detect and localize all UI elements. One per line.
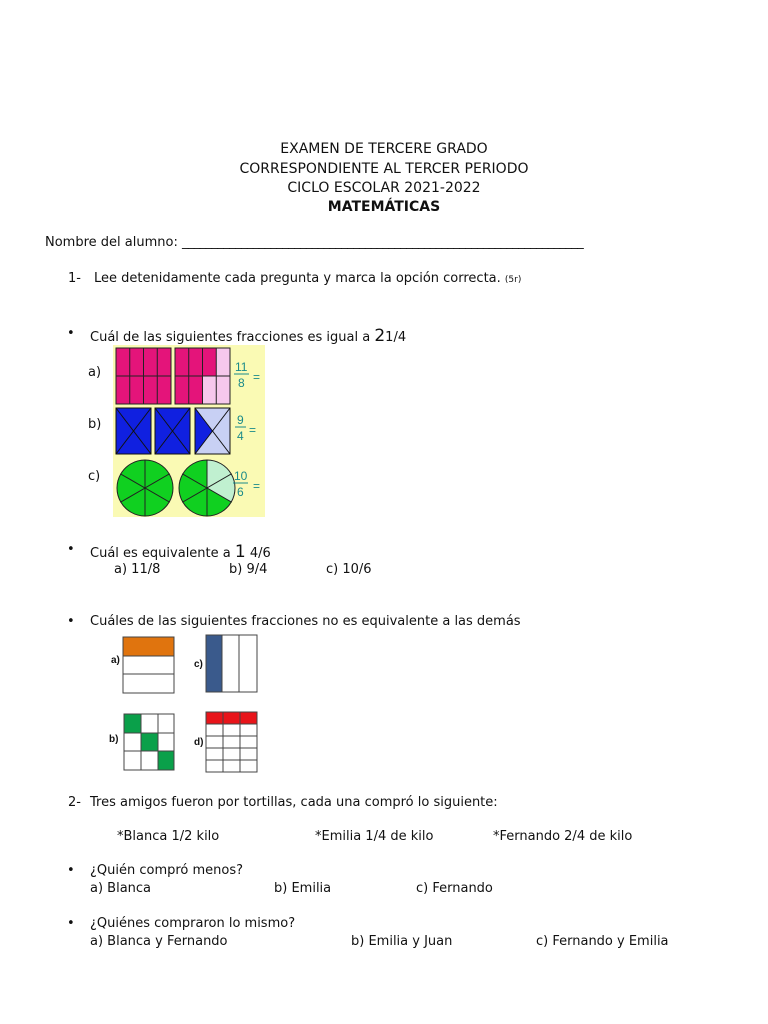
section-2-item-fernando: *Fernando 2/4 de kilo: [493, 829, 633, 844]
section-2-item-emilia: *Emilia 1/4 de kilo: [315, 829, 434, 844]
question-5-option-a: a) Blanca y Fernando: [90, 934, 228, 949]
question-4-option-b: b) Emilia: [274, 881, 332, 896]
figure-b-label: b): [109, 734, 119, 745]
option-a-numerator: 11: [235, 360, 248, 374]
option-a-equals: =: [253, 370, 261, 384]
question-2-option-a: a) 11/8: [114, 562, 161, 577]
figure-d-grid: [206, 712, 257, 772]
question-1-fraction: 1/4: [385, 330, 407, 345]
option-b-denominator: 4: [237, 429, 244, 443]
figure-c-thirds: [206, 635, 257, 692]
option-c-numerator: 10: [234, 469, 248, 483]
exam-subject: MATEMÁTICAS: [327, 199, 441, 215]
question-2-whole: 1: [234, 542, 246, 562]
option-b-numerator: 9: [237, 413, 244, 427]
exam-period: CORRESPONDIENTE AL TERCER PERIODO: [239, 161, 529, 177]
section-1-text: Lee detenidamente cada pregunta y marca la opción correcta.: [94, 271, 501, 286]
section-2-number: 2-: [68, 795, 81, 810]
section-1-instruction: [94, 271, 521, 286]
question-3-figures: [108, 634, 268, 776]
section-1-points: (5r): [504, 275, 522, 285]
question-4-text: ¿Quién compró menos?: [90, 863, 244, 878]
option-c-label: c): [88, 469, 101, 484]
exam-cycle: CICLO ESCOLAR 2021-2022: [287, 180, 481, 196]
question-4-option-c: c) Fernando: [416, 881, 493, 896]
figure-a-thirds: [123, 637, 174, 693]
question-3-text: Cuáles de las siguientes fracciones no es equivalente a las demás: [90, 614, 521, 629]
question-2-option-c: c) 10/6: [326, 562, 372, 577]
question-4-option-a: a) Blanca: [90, 881, 152, 896]
question-1-text: Cuál de las siguientes fracciones es igual a: [90, 330, 371, 345]
question-5: [90, 916, 295, 931]
section-2-text: Tres amigos fueron por tortillas, cada una compró lo siguiente:: [90, 795, 498, 810]
section-2-item-blanca: *Blanca 1/2 kilo: [117, 829, 220, 844]
question-4: [90, 863, 243, 878]
option-b-equals: =: [249, 423, 257, 437]
student-name-label: Nombre del alumno:: [45, 235, 178, 250]
option-b-squares: [116, 408, 230, 454]
figure-d-label: d): [194, 737, 204, 748]
figure-c-label: c): [194, 659, 203, 670]
question-5-text: ¿Quiénes compraron lo mismo?: [90, 916, 296, 931]
question-2-text: Cuál es equivalente a: [90, 546, 231, 561]
figure-a-label: a): [111, 655, 120, 666]
question-5-option-c: c) Fernando y Emilia: [536, 934, 669, 949]
figure-b-grid: [124, 714, 174, 770]
student-name-blank: ____________________________________________________________________: [181, 235, 584, 250]
fraction-figure-panel: [113, 345, 265, 517]
question-5-option-b: b) Emilia y Juan: [351, 934, 453, 949]
exam-title: EXAMEN DE TERCERE GRADO: [280, 141, 488, 157]
question-1-whole: 2: [374, 326, 386, 346]
section-1-number: 1-: [68, 271, 81, 286]
question-1: [90, 326, 406, 346]
option-b-label: b): [88, 417, 102, 432]
question-2-fraction: 4/6: [249, 546, 271, 561]
option-a-label: a): [88, 365, 102, 380]
student-name-line: [45, 235, 583, 250]
question-3: [90, 614, 521, 629]
question-2: [90, 542, 271, 562]
option-c-equals: =: [253, 479, 261, 493]
option-a-denominator: 8: [238, 376, 245, 390]
question-2-option-b: b) 9/4: [229, 562, 268, 577]
option-c-denominator: 6: [237, 485, 244, 499]
